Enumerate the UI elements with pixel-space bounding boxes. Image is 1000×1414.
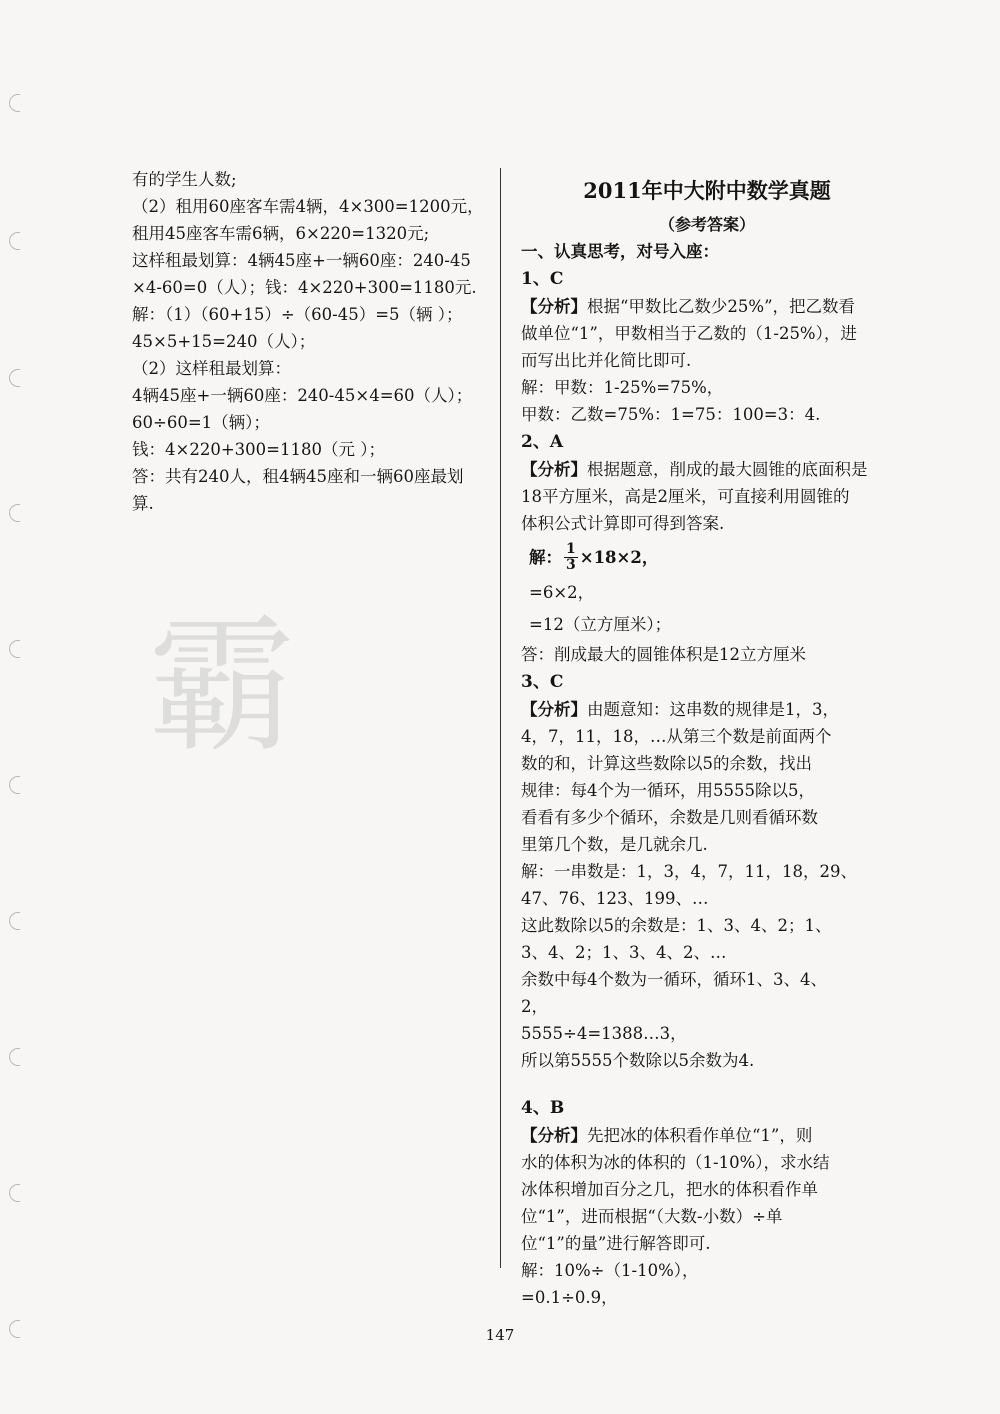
binder-mark [9, 1184, 20, 1202]
text-line: 钱：4×220+300=1180（元 ）； [132, 440, 385, 459]
text-line: 这样租最划算：4辆45座+一辆60座：240-45 [132, 251, 471, 270]
text-line: 60÷60=1（辆）； [132, 413, 270, 432]
analysis-text: 4，7，11，18，…从第三个数是前面两个 [521, 727, 832, 746]
text-line: 租用45座客车需6辆，6×220=1320元; [132, 224, 430, 243]
solution-text: 47、76、123、199、… [521, 889, 709, 908]
solution-text: 解：甲数：1-25%=75%， [521, 378, 724, 397]
binder-mark [9, 912, 20, 930]
page-title: 2011年中大附中数学真题 [583, 178, 831, 203]
text-line: 4辆45座+一辆60座：240-45×4=60（人）； [132, 386, 473, 405]
solution-text: =0.1÷0.9， [521, 1288, 618, 1307]
text-line: ×4-60=0（人）；钱：4×220+300=1180元. [132, 278, 477, 297]
analysis-tag: 【分析】 [521, 297, 587, 316]
question-4-heading: 4、B [521, 1098, 565, 1118]
binder-mark [9, 369, 20, 387]
right-column [521, 166, 893, 1311]
page-subtitle: （参考答案） [658, 215, 755, 234]
binder-mark [9, 640, 20, 658]
analysis-text: 根据“甲数比乙数少25%”，把乙数看 [587, 297, 856, 316]
solution-text: 5555÷4=1388…3， [521, 1024, 687, 1043]
solution-text: 2， [521, 997, 548, 1016]
text-line: （2）这样租最划算： [132, 359, 291, 378]
analysis-tag: 【分析】 [521, 1126, 587, 1145]
text-line: 解：（1）（60+15）÷（60-45）=5（辆 ）； [132, 305, 463, 324]
fraction-numerator: 1 [566, 540, 576, 557]
analysis-text: 数的和，计算这些数除以5的余数，找出 [521, 754, 812, 773]
text-line: 有的学生人数; [132, 170, 237, 189]
text-line: 45×5+15=240（人）； [132, 332, 316, 351]
fraction-equation [521, 537, 893, 577]
analysis-text: 位“1”的量”进行解答即可. [521, 1234, 711, 1253]
analysis-text: 体积公式计算即可得到答案. [521, 514, 725, 533]
solution-prefix: 解： [529, 547, 562, 567]
analysis-text: 水的体积为冰的体积的（1-10%），求水结 [521, 1153, 830, 1172]
binder-mark [9, 504, 20, 522]
solution-text: =12（立方厘米）； [529, 615, 672, 634]
column-divider [500, 168, 501, 1268]
solution-text: 解：一串数是：1，3，4，7，11，18，29、 [521, 862, 857, 881]
fraction [564, 542, 578, 573]
question-2-heading: 2、A [521, 432, 564, 452]
analysis-text: 18平方厘米，高是2厘米，可直接利用圆锥的 [521, 487, 850, 506]
answer-text: 答：削成最大的圆锥体积是12立方厘米 [521, 645, 806, 664]
binder-mark [9, 1048, 20, 1066]
binder-mark [9, 232, 20, 250]
analysis-text: 做单位“1”，甲数相当于乙数的（1-25%），进 [521, 324, 857, 343]
question-1-heading: 1、C [521, 269, 564, 289]
text-line: 答：共有240人，租4辆45座和一辆60座最划 [132, 467, 464, 486]
solution-text: 这此数除以5的余数是：1、3、4、2；1、 [521, 916, 832, 935]
analysis-text: 规律：每4个为一循环，用5555除以5， [521, 781, 815, 800]
analysis-text: 根据题意，削成的最大圆锥的底面积是 [587, 460, 868, 479]
analysis-text: 而写出比并化简比即可. [521, 351, 692, 370]
solution-suffix: ×18×2， [579, 547, 659, 567]
solution-text: 余数中每4个数为一循环，循环1、3、4、 [521, 970, 827, 989]
solution-text: 解：10%÷（1-10%）， [521, 1261, 699, 1280]
binder-mark [9, 94, 20, 112]
analysis-tag: 【分析】 [521, 460, 587, 479]
solution-text: =6×2， [529, 583, 595, 602]
analysis-text: 先把冰的体积看作单位“1”，则 [587, 1126, 813, 1145]
solution-text: 甲数：乙数=75%：1=75：100=3：4. [521, 405, 821, 424]
solution-text: 3、4、2；1、3、4、2、… [521, 943, 727, 962]
text-line: （2）租用60座客车需4辆，4×300=1200元， [132, 197, 484, 216]
analysis-text: 里第几个数，是几就余几. [521, 835, 708, 854]
question-3-heading: 3、C [521, 672, 564, 692]
analysis-text: 位“1”，进而根据“（大数-小数）÷单 [521, 1207, 783, 1226]
section-heading: 一、认真思考，对号入座： [521, 242, 719, 261]
left-column [132, 166, 492, 517]
text-line: 算. [132, 494, 154, 513]
analysis-text: 冰体积增加百分之几，把水的体积看作单 [521, 1180, 818, 1199]
analysis-text: 看看有多少个循环，余数是几则看循环数 [521, 808, 818, 827]
watermark: 霸 [148, 600, 296, 772]
binder-mark [9, 776, 20, 794]
fraction-denominator: 3 [566, 556, 576, 573]
analysis-tag: 【分析】 [521, 700, 587, 719]
page-number: 147 [485, 1326, 515, 1344]
solution-text: 所以第5555个数除以5余数为4. [521, 1051, 755, 1070]
analysis-text: 由题意知：这串数的规律是1，3， [587, 700, 839, 719]
